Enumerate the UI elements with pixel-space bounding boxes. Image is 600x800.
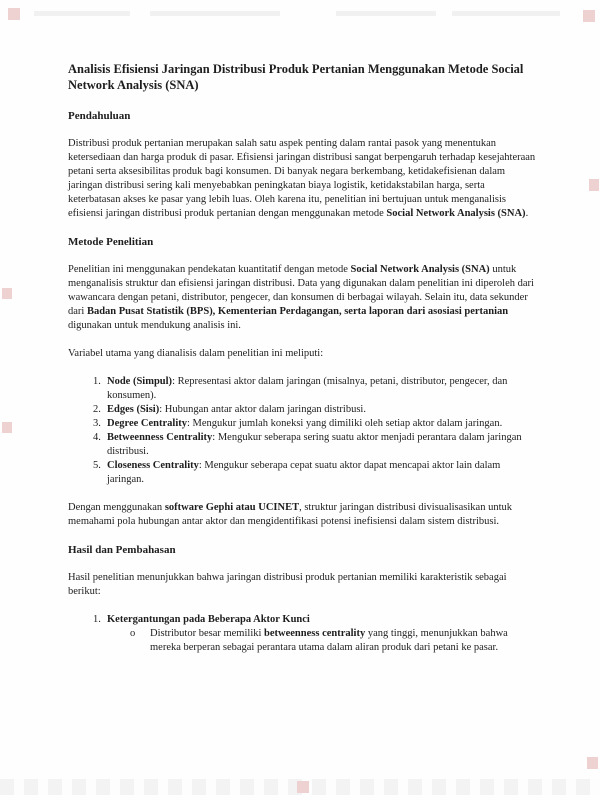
list-item-number: 1. <box>93 614 101 625</box>
scan-artifact-bar <box>336 11 436 16</box>
heading-hasil-dan-pembahasan: Hasil dan Pembahasan <box>68 544 176 556</box>
list-item-number: 4. <box>93 432 101 443</box>
scan-artifact-square <box>297 781 309 793</box>
variables-list <box>68 375 538 487</box>
text-run-bold: Badan Pusat Statistik (BPS), Kementerian Perdagangan, serta laporan dari asosiasi pertanian <box>86 306 509 317</box>
text-run: yang tinggi, menunjukkan bahwa mereka berperan sebagai perantara utama dalam aliran produk dari petani ke pasar. <box>150 628 508 653</box>
results-list <box>68 613 538 655</box>
scan-artifact-square <box>587 757 598 769</box>
list-item <box>68 431 538 459</box>
text-run: digunakan untuk mendukung analisis ini. <box>68 320 241 331</box>
text-run: Dengan menggunakan <box>68 502 165 513</box>
text-run: untuk menganalisis struktur dan efisiensi jaringan distribusi. Data yang digunakan dalam penelitian ini diperoleh dari wawancara dengan petani, distributor, pengecer, dan konsumen di berbagai wilayah. Selain itu, data sekunder dari <box>68 264 534 317</box>
sub-list-item <box>68 627 538 655</box>
list-item-number: 5. <box>93 460 101 471</box>
list-item <box>68 403 538 417</box>
text-run: Penelitian ini menggunakan pendekatan kuantitatif dengan metode <box>68 264 351 275</box>
list-item-term: Closeness Centrality <box>107 460 199 471</box>
scan-artifact-bar <box>150 11 280 16</box>
heading-pendahuluan: Pendahuluan <box>68 110 131 122</box>
text-run-bold: Social Network Analysis (SNA) <box>386 208 526 219</box>
list-item-number: 2. <box>93 404 101 415</box>
text-run-bold: Social Network Analysis (SNA) <box>350 264 490 275</box>
text-run: , struktur jaringan distribusi divisualisasikan untuk memahami pola hubungan antar aktor dan mengidentifikasi potensi inefisiensi dalam sistem distribusi. <box>68 502 512 527</box>
list-item <box>68 375 538 403</box>
scan-artifact-bar <box>34 11 130 16</box>
text-run-bold: software Gephi atau UCINET <box>164 502 300 513</box>
list-item-number: 3. <box>93 418 101 429</box>
paragraph-intro <box>68 137 538 221</box>
scan-artifact-square <box>583 10 595 22</box>
list-item-desc: : Hubungan antar aktor dalam jaringan distribusi. <box>159 404 366 415</box>
list-item-desc: : Mengukur seberapa cepat suatu aktor dapat mencapai aktor lain dalam jaringan. <box>107 460 501 485</box>
list-item-title: Ketergantungan pada Beberapa Aktor Kunci <box>107 614 310 625</box>
text-run: Distributor besar memiliki <box>150 628 265 639</box>
scan-artifact-square <box>589 179 599 191</box>
list-item-term: Node (Simpul) <box>107 376 173 387</box>
document-title: Analisis Efisiensi Jaringan Distribusi Produk Pertanian Menggunakan Metode Social Network Analysis (SNA) <box>68 62 524 92</box>
scan-artifact-square <box>2 422 12 433</box>
text-run-bold: betweenness centrality <box>264 628 366 639</box>
document-content <box>68 62 538 669</box>
paragraph-method <box>68 263 538 333</box>
list-item <box>68 613 538 627</box>
list-item-term: Betweenness Centrality <box>107 432 213 443</box>
list-item-desc: : Mengukur jumlah koneksi yang dimiliki oleh setiap aktor dalam jaringan. <box>186 418 503 429</box>
list-item-term: Edges (Sisi) <box>107 404 160 415</box>
paragraph-results-intro: Hasil penelitian menunjukkan bahwa jaringan distribusi produk pertanian memiliki karakteristik sebagai berikut: <box>68 572 507 597</box>
list-item-desc: : Mengukur seberapa sering suatu aktor menjadi perantara dalam jaringan distribusi. <box>107 432 522 457</box>
text-run: . <box>525 208 529 219</box>
list-item-term: Degree Centrality <box>107 418 187 429</box>
paragraph-software <box>68 501 538 529</box>
list-item <box>68 459 538 487</box>
list-item-desc: : Representasi aktor dalam jaringan (misalnya, petani, distributor, pengecer, dan konsumen). <box>107 376 508 401</box>
list-item <box>68 417 538 431</box>
scan-artifact-square <box>2 288 12 299</box>
paragraph-variables-intro: Variabel utama yang dianalisis dalam penelitian ini meliputi: <box>68 348 324 359</box>
scan-artifact-square <box>8 8 20 20</box>
sub-bullet-marker: o <box>130 628 136 639</box>
heading-metode-penelitian: Metode Penelitian <box>68 236 154 248</box>
list-item-number: 1. <box>93 376 101 387</box>
scan-artifact-bar <box>452 11 560 16</box>
text-run: Distribusi produk pertanian merupakan salah satu aspek penting dalam rantai pasok yang menentukan ketersediaan dan harga produk di pasar. Efisiensi jaringan distribusi sangat berpengaruh terhadap kesejahteraan petani serta aksesibilitas produk bagi konsumen. Di banyak negara berkembang, ketidakefisienan dalam jaringan distribusi sering kali menyebabkan peningkatan biaya logistik, ketidakstabilan harga, serta keterbatasan akses ke pasar yang lebih luas. Oleh karena itu, penelitian ini bertujuan untuk menganalisis efisiensi jaringan distribusi produk pertanian dengan menggunakan metode <box>68 138 536 219</box>
